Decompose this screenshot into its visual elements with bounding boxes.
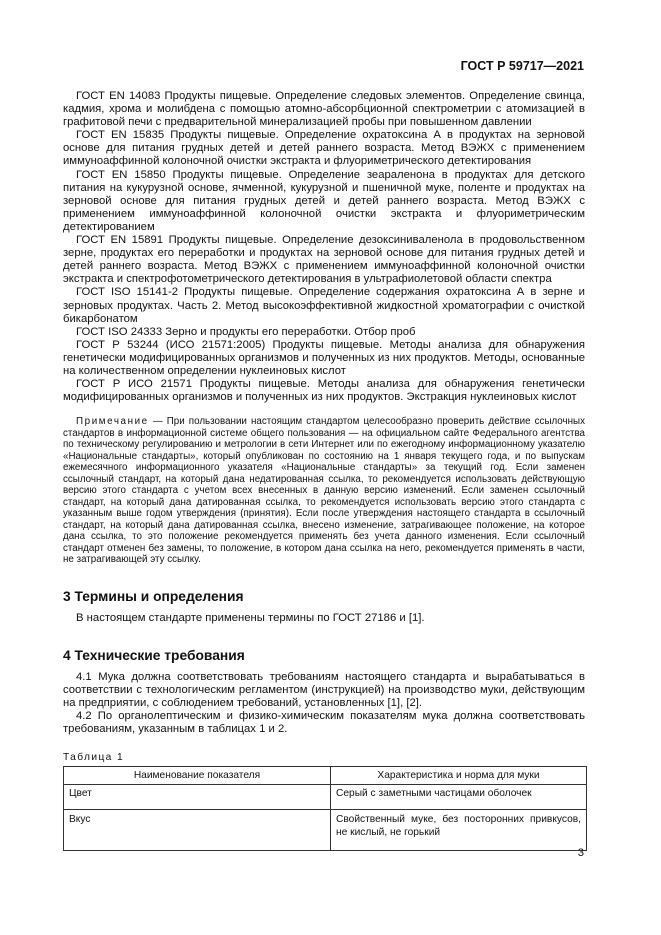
- reference-item: ГОСТ ISO 24333 Зерно и продукты его переработки. Отбор проб: [76, 325, 416, 338]
- table-1: [63, 766, 587, 851]
- note-label: Примечание: [76, 416, 149, 428]
- section-4-1-text: 4.1 Мука должна соответствовать требованиям настоящего стандарта и вырабатываться в соответствии с технологическим регламентом (инструкцией) на производство муки, действующим на предприятии, с соблюдением требований, установленных [1], [2].: [63, 670, 585, 710]
- page-number: 3: [577, 847, 584, 859]
- table-row: [64, 785, 587, 810]
- reference-item: ГОСТ EN 15891 Продукты пищевые. Определение дезоксиниваленола в продовольственном зерне, продуктах его переработки и продуктах на зерновой основе для питания грудных детей и детей раннего возраста. Метод ВЭЖХ с применением иммуноаффинной колоночной очистки экстракта и спектрофотометрического детектирования в ультрафиолетовой области спектра: [63, 234, 585, 286]
- reference-item: ГОСТ EN 15835 Продукты пищевые. Определение охратоксина А в продуктах на зерновой основе для питания грудных детей и детей раннего возраста. Метод ВЭЖХ с применением иммуноаффинной колоночной очистки экстракта и флуориметрического детектирования: [63, 129, 585, 168]
- table-cell: Цвет: [64, 785, 331, 810]
- reference-item: ГОСТ Р ИСО 21571 Продукты пищевые. Методы анализа для обнаружения генетически модифицированных организмов и полученных из них продуктов. Экстракция нуклеиновых кислот: [63, 378, 585, 404]
- page-content: [63, 90, 585, 851]
- section-4-2-text: 4.2 По органолептическим и физико-химическим показателям мука должна соответствовать требованиям, указанным в таблицах 1 и 2.: [63, 710, 585, 736]
- section-4-heading: 4 Технические требования: [63, 647, 245, 663]
- table-header-row: [64, 767, 587, 785]
- reference-item: ГОСТ ISO 15141-2 Продукты пищевые. Определение содержания охратоксина А в зерне и зерновых продуктах. Часть 2. Метод высокоэффективной жидкостной хроматографии с очисткой бикарбонатом: [63, 286, 585, 325]
- table-cell: Вкус: [64, 810, 331, 851]
- table-row: [64, 810, 587, 851]
- note-paragraph: [63, 416, 585, 566]
- reference-item: ГОСТ EN 14083 Продукты пищевые. Определение следовых элементов. Определение свинца, кадмия, хрома и молибдена с помощью атомно-абсорбционной спектрометрии с атомизацией в графитовой печи с предварительной минерализацией пробы при повышенном давлении: [63, 90, 585, 129]
- table-header-cell: Характеристика и норма для муки: [331, 767, 587, 785]
- table-caption: Таблица 1: [63, 752, 125, 764]
- reference-item: ГОСТ EN 15850 Продукты пищевые. Определение зеараленона в продуктах для детского питания на кукурузной основе, ячменной, кукурузной и пшеничной муке, поленте и продуктах на зерновой основе для питания грудных детей и детей раннего возраста. Метод ВЭЖХ с применением иммуноаффинной колоночной очистки экстракта и флуориметрическим детектированием: [63, 168, 585, 233]
- note-text: — При пользовании настоящим стандартом целесообразно проверить действие ссылочных стандартов в информационной системе общего пользования — на официальном сайте Федерального агентства по техническому регулированию и метрологии в сети Интернет или по ежегодному информационному указателю «Национальные стандарты», который опубликован по состоянию на 1 января текущего года, и по выпускам ежемесячного информационного указателя «Национальные стандарты» за текущий год. Если заменен ссылочный стандарт, на который дана недатированная ссылка, то рекомендуется использовать действующую версию этого стандарта с учетом всех внесенных в данную версию изменений. Если заменен ссылочный стандарт, на который дана датированная ссылка, то рекомендуется использовать версию этого стандарта с указанным выше годом утверждения (принятия). Если после утверждения настоящего стандарта в ссылочный стандарт, на который дана датированная ссылка, внесено изменение, затрагивающее положение, на которое дана ссылка, то это положение рекомендуется применять без учета данного изменения. Если ссылочный стандарт отменен без замены, то положение, в котором дана ссылка на него, рекомендуется применять в части, не затрагивающей эту ссылку.: [63, 416, 585, 566]
- table-header-cell: Наименование показателя: [64, 767, 331, 785]
- section-3-text: В настоящем стандарте применены термины по ГОСТ 27186 и [1].: [76, 611, 425, 624]
- table-cell: Серый с заметными частицами оболочек: [331, 785, 587, 810]
- table-cell: Свойственный муке, без посторонних привкусов, не кислый, не горький: [331, 810, 587, 851]
- section-3-heading: 3 Термины и определения: [63, 588, 244, 604]
- document-number: ГОСТ Р 59717—2021: [460, 59, 584, 73]
- reference-item: ГОСТ Р 53244 (ИСО 21571:2005) Продукты пищевые. Методы анализа для обнаружения генетически модифицированных организмов и полученных из них продуктов. Методы, основанные на количественном определении нуклеиновых кислот: [63, 338, 585, 377]
